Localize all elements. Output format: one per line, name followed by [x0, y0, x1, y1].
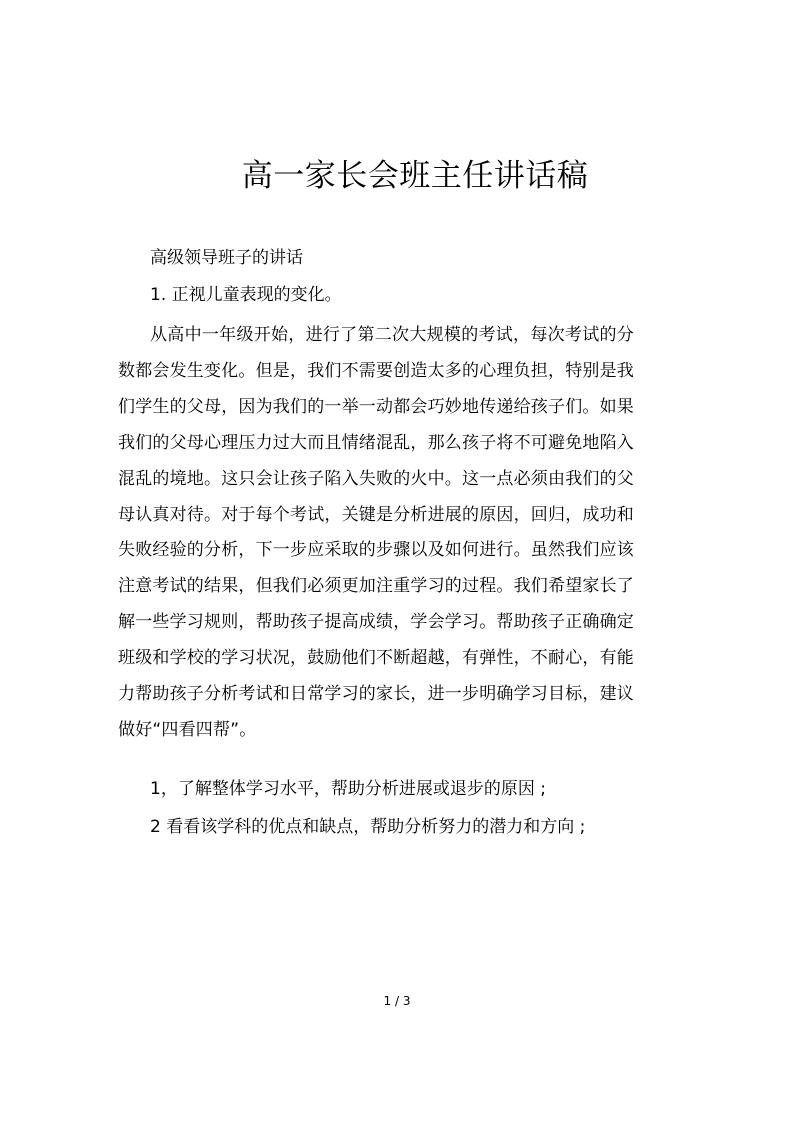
document-title: 高一家长会班主任讲话稿 — [241, 158, 589, 194]
document-subtitle: 高级领导班子的讲话 — [150, 248, 303, 268]
page-indicator: 1 / 3 — [383, 994, 411, 1008]
list-item: 1，了解整体学习水平，帮助分析进展或退步的原因 ; — [150, 779, 546, 799]
section-heading: 1. 正视儿童表现的变化。 — [150, 285, 342, 305]
body-paragraph: 从高中一年级开始，进行了第二次大规模的考试，每次考试的分数都会发生变化。但是，我们不需要创造太多的心理负担，特别是我们学生的父母，因为我们的一举一动都会巧妙地传递给孩子们。如果我们的父母心理压力过大而且情绪混乱，那么孩子将不可避免地陷入混乱的境地。这只会让孩子陷入失败的火中。这一点必须由我们的父母认真对待。对于每个考试，关键是分析进展的原因，回归，成功和失败经验的分析，下一步应采取的步骤以及如何进行。虽然我们应该注意考试的结果，但我们必须更加注重学习的过程。我们希望家长了解一些学习规则，帮助孩子提高成绩，学会学习。帮助孩子正确确定班级和学校的学习状况，鼓励他们不断超越，有弹性，不耐心，有能力帮助孩子分析考试和日常学习的家长，进一步明确学习目标，建议做好“四看四帮”。 — [118, 325, 634, 740]
list-item: 2 看看该学科的优点和缺点，帮助分析努力的潜力和方向 ; — [150, 817, 586, 837]
